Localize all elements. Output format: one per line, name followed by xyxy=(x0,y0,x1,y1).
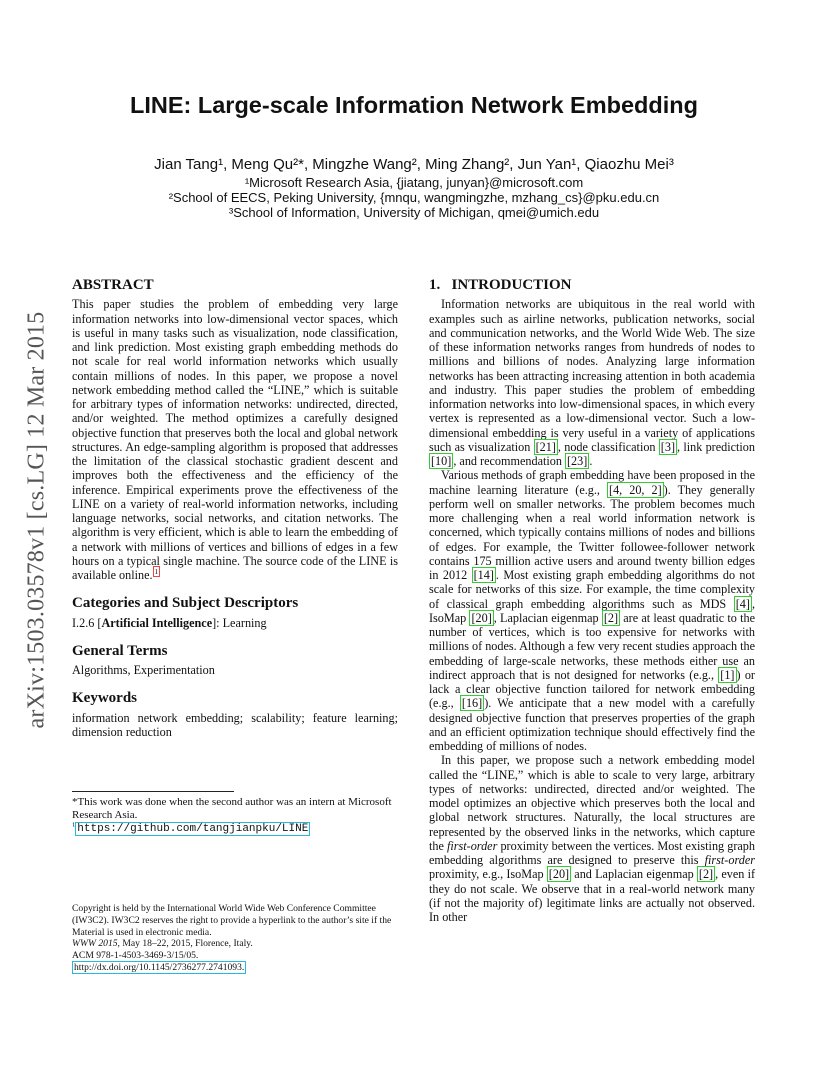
affiliation-1: ¹Microsoft Research Asia, {jiatang, junyan}@microsoft.com xyxy=(244,175,584,190)
conference-line: WWW 2015, May 18–22, 2015, Florence, Italy. xyxy=(72,938,253,950)
citation-link[interactable]: [14] xyxy=(473,568,494,582)
footnotes xyxy=(72,791,398,836)
copyright-block xyxy=(72,903,402,974)
citation-link[interactable]: [3] xyxy=(660,439,676,454)
categories-text: I.2.6 [Artificial Intelligence]: Learning xyxy=(72,615,267,630)
citation-link[interactable]: [4, 20, 2] xyxy=(609,482,662,497)
intro-paragraph-1: Information networks are ubiquitous in the real world with examples such as airline networks, publication networks, social and communication networks, and the World Wide Web. The size of these information networks ranges from hundreds of nodes to millions and billions of nodes. Analyzing large information networks has been attracting increasing attention in both academia and industry. This paper studies the problem of embedding information networks into low-dimensional spaces, in which every vertex is represented as a low-dimensional vector. Such a low-dimensional embedding is very useful in a variety of applications such as visualization [21] , node classification [3] , link prediction [10] , and recommendation [23] . xyxy=(429,297,755,468)
keywords-heading: Keywords xyxy=(72,690,137,707)
categories-heading: Categories and Subject Descriptors xyxy=(72,595,299,612)
paper-title: LINE: Large-scale Information Network Embedding xyxy=(130,92,698,118)
acm-line: ACM 978-1-4503-3469-3/15/05. xyxy=(72,950,199,962)
citation-link[interactable]: [20] xyxy=(548,867,570,882)
citation-link[interactable]: [20] xyxy=(471,610,492,625)
footnote-marker[interactable]: 1 xyxy=(154,566,159,576)
arxiv-identifier: arXiv:1503.03578v1 [cs.LG] 12 Mar 2015 xyxy=(23,311,50,729)
introduction-heading: 1. INTRODUCTION xyxy=(429,277,572,293)
abstract-heading: ABSTRACT xyxy=(72,277,154,293)
citation-link[interactable]: [21] xyxy=(535,439,556,454)
keywords-text: information network embedding; scalability; feature learning; dimension reduction xyxy=(72,710,398,739)
footnote-rule xyxy=(72,791,234,792)
abstract-text: This paper studies the problem of embedding very large information networks into low-dimensional vector spaces, which is useful in many tasks such as visualization, node classification, and link prediction. Most existing graph embedding methods do not scale for real world information networks which usually contain millions of nodes. In this paper, we propose a novel network embedding method called the “LINE,” which is suitable for arbitrary types of information networks: undirected, directed, and/or weighted. The method optimizes a carefully designed objective function that preserves both the local and global network structures. An edge-sampling algorithm is proposed that addresses the limitation of the classical stochastic gradient descent and improves both the effectiveness and the efficiency of the inference. Empirical experiments prove the effectiveness of the LINE on a variety of real-world information networks, including language networks, social networks, and citation networks. The algorithm is very efficient, which is able to learn the embedding of a network with millions of vertices and billions of edges in a few hours on a typical single machine. The source code of the LINE is available online. $^1$ xyxy=(72,297,398,582)
citation-link[interactable]: [2] xyxy=(603,610,619,625)
citation-link[interactable]: [4] xyxy=(735,596,750,611)
citation-link[interactable]: [23] xyxy=(567,454,588,468)
right-column xyxy=(429,278,755,924)
citation-link[interactable]: [16] xyxy=(461,696,483,711)
affiliation-3: ³School of Information, University of Michigan, qmei@umich.edu xyxy=(228,205,600,220)
citation-link[interactable]: [1] xyxy=(720,667,735,682)
affiliation-2: ²School of EECS, Peking University, {mnqu, wangmingzhe, mzhang_cs}@pku.edu.cn xyxy=(168,190,660,205)
general-terms-heading: General Terms xyxy=(72,642,168,659)
copyright-notice: Copyright is held by the International World Wide Web Conference Committee (IW3C2). IW3C2 reserves the right to provide a hyperlink to the author’s site if the Material is used in electronic media. xyxy=(72,903,392,938)
footnote-one: $^1$ https://github.com/tangjianpku/LINE xyxy=(72,821,309,835)
intro-paragraph-3: In this paper, we propose such a network embedding model called the “LINE,” which is able to scale to very large, arbitrary types of networks: undirected, directed and/or weighted. The model optimizes an objective which preserves both the local and global network structures. Naturally, the local structures are represented by the observed links in the networks, which capture the first-order proximity between the vertices. Most existing graph embedding algorithms are designed to preserve this first-order proximity, e.g., IsoMap [20] and Laplacian eigenmap [2] , even if they do not scale. We observe that in a real-world network many (if not the majority of) legitimate links are actually not observed. In other xyxy=(429,753,756,924)
general-terms-text: Algorithms, Experimentation xyxy=(72,663,215,677)
doi-link[interactable]: http://dx.doi.org/10.1145/2736277.2741093. xyxy=(74,961,245,973)
intro-paragraph-2: Various methods of graph embedding have been proposed in the machine learning literature (e.g., [4, 20, 2] ). They generally perform well on smaller networks. The problem becomes much more challenging when a real world information network is concerned, which typically contains millions of nodes and billions of edges. For example, the Twitter followee-follower network contains 175 million active users and around twenty billion edges in 2012 [14] . Most existing graph embedding algorithms do not scale for networks of this size. For example, the time complexity of classical graph embedding algorithms such as MDS [4] , IsoMap [20] , Laplacian eigenmap [2] are at least quadratic to the number of vertices, which is too expensive for networks with millions of nodes. Although a few very recent studies approach the embedding of large-scale networks, these methods either use an indirect approach that is not designed for networks (e.g., [1] ) or lack a clear objective function tailored for network embedding (e.g., [16] ). We anticipate that a new model with a carefully designed objective function that preserves properties of the graph and an efficient optimization technique should effectively find the embedding of millions of nodes. xyxy=(429,468,756,753)
footnote-star: *This work was done when the second author was an intern at Microsoft Research Asia. xyxy=(72,796,392,821)
github-link[interactable]: https://github.com/tangjianpku/LINE xyxy=(77,823,309,835)
author-list: Jian Tang¹, Meng Qu²*, Mingzhe Wang², Ming Zhang², Jun Yan¹, Qiaozhu Mei³ xyxy=(154,156,674,173)
left-column xyxy=(72,278,398,739)
citation-link[interactable]: [10] xyxy=(431,454,452,468)
citation-link[interactable]: [2] xyxy=(698,867,714,882)
